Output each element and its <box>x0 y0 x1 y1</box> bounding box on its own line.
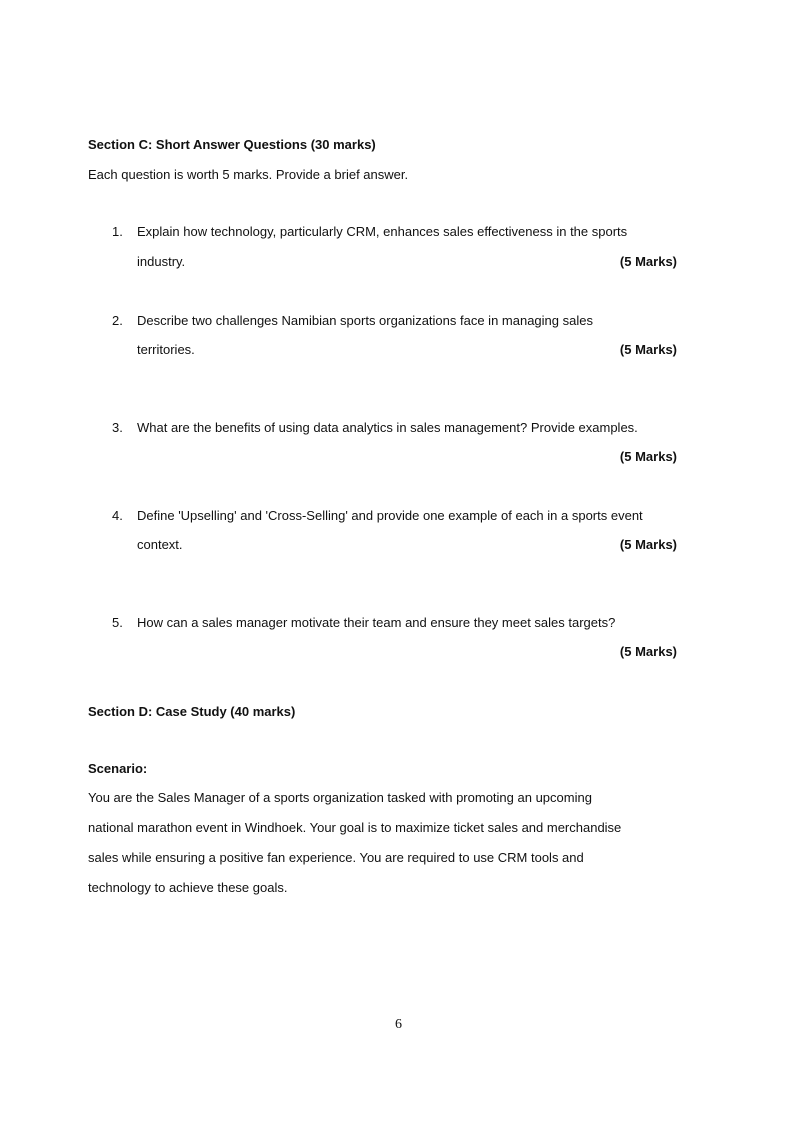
question-number: 3. <box>112 420 123 435</box>
question-number: 5. <box>112 615 123 630</box>
section-d-heading: Section D: Case Study (40 marks) <box>88 704 296 719</box>
question-text: What are the benefits of using data analytics in sales management? Provide examples. <box>137 420 638 435</box>
question-text-cont: territories. <box>137 342 195 357</box>
question-number: 1. <box>112 224 123 239</box>
question-number: 2. <box>112 313 123 328</box>
question-text: Explain how technology, particularly CRM, enhances sales effectiveness in the sports <box>137 224 628 239</box>
scenario-line: national marathon event in Windhoek. Your goal is to maximize ticket sales and merchandise <box>88 820 622 835</box>
scenario-line: sales while ensuring a positive fan experience. You are required to use CRM tools and <box>88 850 584 865</box>
question-text: Describe two challenges Namibian sports organizations face in managing sales <box>137 313 593 328</box>
question-marks: (5 Marks) <box>619 449 677 464</box>
question-number: 4. <box>112 508 123 523</box>
question-text-cont: industry. <box>137 254 186 269</box>
scenario-line: You are the Sales Manager of a sports organization tasked with promoting an upcoming <box>88 790 592 805</box>
question-marks: (5 Marks) <box>619 644 677 659</box>
section-c-instructions: Each question is worth 5 marks. Provide a brief answer. <box>88 167 409 182</box>
question-marks: (5 Marks) <box>619 342 677 357</box>
question-marks: (5 Marks) <box>619 254 677 269</box>
question-text-cont: context. <box>137 537 183 552</box>
question-text: Define 'Upselling' and 'Cross-Selling' and provide one example of each in a sports event <box>137 508 643 523</box>
question-marks: (5 Marks) <box>619 537 677 552</box>
scenario-line: technology to achieve these goals. <box>88 880 288 895</box>
question-text: How can a sales manager motivate their team and ensure they meet sales targets? <box>137 615 616 630</box>
page-number: 6 <box>395 1017 402 1032</box>
section-c-heading: Section C: Short Answer Questions (30 marks) <box>88 137 376 152</box>
scenario-label: Scenario: <box>88 761 148 776</box>
